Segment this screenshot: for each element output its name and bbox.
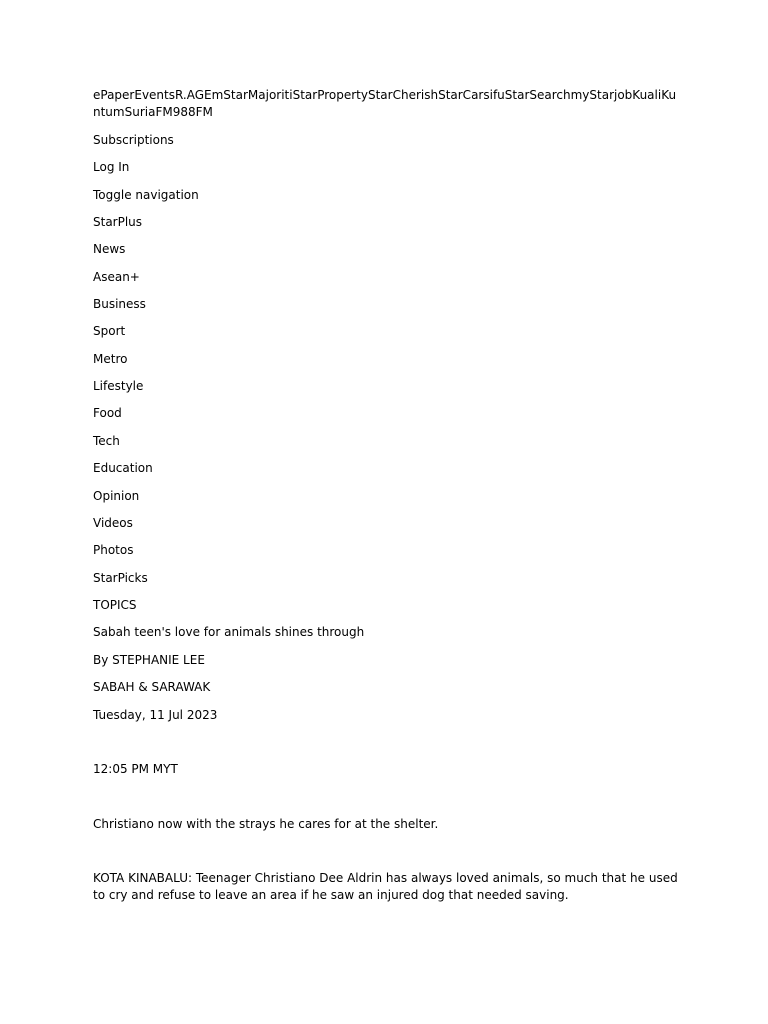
nav-item-videos[interactable]: Videos (93, 516, 133, 530)
nav-item-business[interactable]: Business (93, 297, 146, 311)
nav-item-starplus[interactable]: StarPlus (93, 215, 143, 229)
nav-item-photos[interactable]: Photos (93, 543, 134, 557)
article-time: 12:05 PM MYT (93, 762, 178, 776)
image-caption: Christiano now with the strays he cares for at the shelter. (93, 817, 439, 831)
article-paragraph: KOTA KINABALU: Teenager Christiano Dee Aldrin has always loved animals, so much that he used to cry and refuse to leave an area if he saw an injured dog that needed saving. (93, 871, 678, 902)
article-byline: By STEPHANIE LEE (93, 653, 205, 667)
login-link[interactable]: Log In (93, 160, 130, 174)
nav-item-starpicks[interactable]: StarPicks (93, 571, 148, 585)
nav-item-asean[interactable]: Asean+ (93, 270, 140, 284)
nav-item-tech[interactable]: Tech (93, 434, 120, 448)
article-headline: Sabah teen's love for animals shines through (93, 625, 365, 639)
toggle-navigation-button[interactable]: Toggle navigation (93, 188, 199, 202)
nav-item-education[interactable]: Education (93, 461, 153, 475)
article-section: SABAH & SARAWAK (93, 680, 211, 694)
nav-item-food[interactable]: Food (93, 406, 122, 420)
nav-item-metro[interactable]: Metro (93, 352, 128, 366)
subscriptions-link[interactable]: Subscriptions (93, 133, 174, 147)
nav-item-lifestyle[interactable]: Lifestyle (93, 379, 144, 393)
nav-item-news[interactable]: News (93, 242, 126, 256)
nav-item-sport[interactable]: Sport (93, 324, 126, 338)
header-links-text[interactable]: ePaperEventsR.AGEmStarMajoritiStarPropertyStarCherishStarCarsifuStarSearchmyStarjobKualiKuntumSuriaFM988FM (93, 88, 677, 119)
nav-item-opinion[interactable]: Opinion (93, 489, 140, 503)
article-date: Tuesday, 11 Jul 2023 (93, 708, 218, 722)
nav-item-topics[interactable]: TOPICS (93, 598, 137, 612)
